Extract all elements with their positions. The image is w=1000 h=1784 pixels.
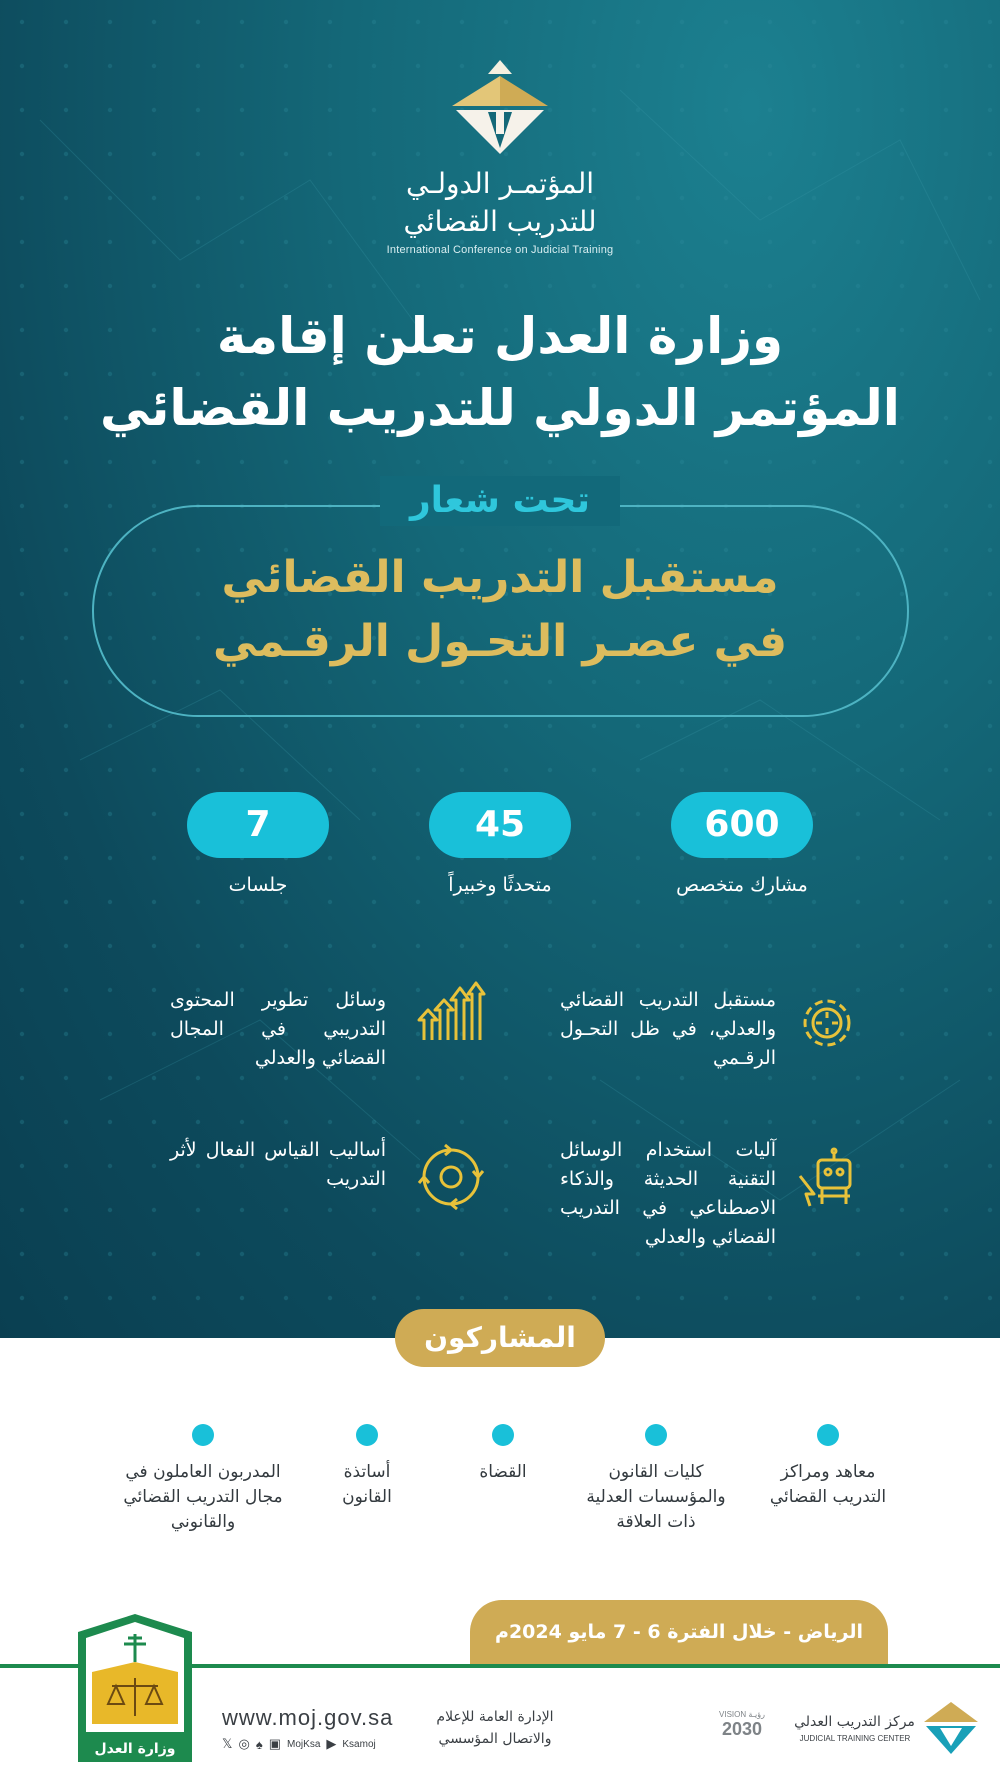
conference-logo-text — [300, 165, 700, 241]
x-twitter-icon[interactable]: 𝕏 — [222, 1736, 233, 1751]
conference-logo-icon — [450, 58, 550, 158]
participant-bullet — [817, 1424, 839, 1446]
participant-law-colleges: كليات القانون والمؤسسات العدلية ذات العلاقة — [586, 1462, 726, 1532]
participant-bullet — [356, 1424, 378, 1446]
jtc-name-arabic: مركز التدريب العدلي — [794, 1714, 915, 1730]
slogan-line1: مستقبل التدريب القضائي — [221, 552, 779, 603]
logo-arabic-line1: المؤتمـر الدولـي — [405, 167, 595, 200]
stat-speakers-value: 45 — [429, 792, 571, 858]
website-link[interactable]: www.moj.gov.sa — [222, 1705, 394, 1730]
participant-institutes: معاهد ومراكز التدريب القضائي — [769, 1462, 887, 1507]
participant-bullet — [192, 1424, 214, 1446]
topic-impact-measurement: أساليب القياس الفعال لأثر التدريب — [170, 1139, 386, 1190]
topic-content-development: وسائل تطوير المحتوى التدريبي في المجال القضائي والعدلي — [170, 989, 386, 1069]
youtube-icon[interactable]: ▶ — [326, 1736, 337, 1751]
page-headline — [60, 300, 940, 444]
media-department — [420, 1706, 570, 1750]
slogan-tag: تحت شعار — [380, 476, 620, 526]
ministry-of-justice-logo — [72, 1612, 198, 1764]
judicial-training-center-logo — [922, 1700, 980, 1756]
participant-judges: القضاة — [479, 1462, 527, 1482]
stat-participants-value: 600 — [671, 792, 813, 858]
slogan-text — [120, 546, 880, 674]
vision-year: 2030 — [721, 1719, 763, 1739]
moj-logo-text: وزارة العدل — [94, 1741, 176, 1757]
linkedin-icon[interactable]: ▣ — [268, 1736, 282, 1751]
participant-bullet — [645, 1424, 667, 1446]
topic-future-training: مستقبل التدريب القضائي والعدلي، في ظل التحـول الرقـمي — [560, 989, 776, 1069]
slogan-line2: في عصـر التحـول الرقـمي — [212, 616, 788, 667]
headline-line1: وزارة العدل تعلن إقامة — [216, 307, 784, 365]
topic-ai-technologies: آليات استخدام الوسائل التقنية الحديثة والذكاء الاصطناعي في التدريب القضائي والعدلي — [560, 1139, 776, 1248]
logo-arabic-line2: للتدريب القضائي — [403, 205, 597, 238]
participant-trainers: المدربون العاملون في مجال التدريب القضائي والقانوني — [123, 1462, 283, 1532]
target-cycle-icon — [416, 1142, 486, 1212]
social-handle-mojksa: MojKsa — [287, 1738, 321, 1750]
stat-sessions-value: 7 — [187, 792, 329, 858]
vision-2030-logo — [712, 1710, 772, 1740]
jtc-name-english: JUDICIAL TRAINING CENTER — [799, 1734, 911, 1743]
social-handle-ksamoj: Ksamoj — [342, 1738, 376, 1750]
gear-circuit-icon — [792, 988, 862, 1058]
social-links — [222, 1736, 376, 1752]
snapchat-icon[interactable]: ♠ — [255, 1736, 263, 1752]
participant-bullet — [492, 1424, 514, 1446]
headline-line2: المؤتمر الدولي للتدريب القضائي — [100, 379, 900, 437]
vision-label: VISION رؤيـة — [719, 1710, 765, 1719]
instagram-icon[interactable]: ◎ — [238, 1736, 250, 1751]
participants-title: المشاركون — [395, 1309, 605, 1367]
participant-law-professors: أساتذة القانون — [342, 1462, 392, 1507]
logo-english-name: International Conference on Judicial Training — [386, 244, 614, 256]
robot-icon — [796, 1146, 866, 1216]
media-dept-line2: والاتصال المؤسسي — [438, 1731, 552, 1747]
stat-speakers-label: متحدثًا وخبيراً — [448, 874, 552, 896]
stat-sessions-label: جلسات — [228, 874, 288, 896]
stat-participants-label: مشارك متخصص — [676, 874, 808, 896]
event-date-location: الرياض - خلال الفترة 6 - 7 مايو 2024م — [470, 1600, 888, 1664]
media-dept-line1: الإدارة العامة للإعلام — [436, 1709, 554, 1725]
growth-arrows-icon — [416, 980, 486, 1050]
